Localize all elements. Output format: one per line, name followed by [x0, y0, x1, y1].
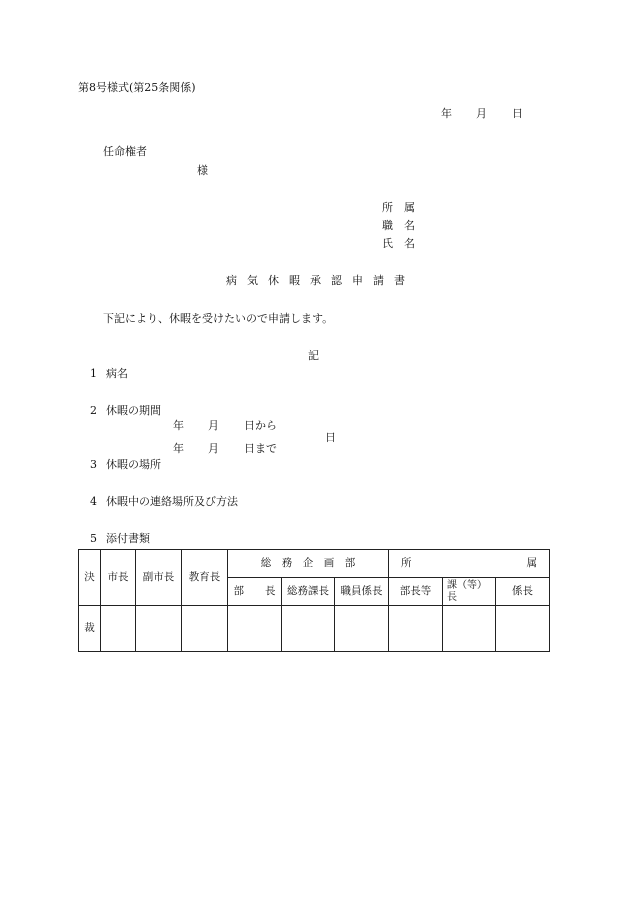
period-from-year: 年: [173, 419, 184, 432]
ga-section-chief-stamp-cell[interactable]: [282, 606, 335, 652]
item4-label: 休暇中の連絡場所及び方法: [106, 495, 238, 508]
addressee-honorific: 様: [197, 164, 208, 177]
ki-label: 記: [308, 349, 319, 362]
affiliation-label: 所 属: [382, 201, 415, 214]
superintendent-stamp-cell[interactable]: [182, 606, 228, 652]
superintendent-header: 教育長: [182, 550, 228, 606]
period-to-month: 月: [208, 442, 219, 455]
affiliation-group-right: 属: [526, 557, 537, 570]
item1-number: 1: [90, 367, 97, 380]
subsection-chief-header: 係長: [496, 578, 550, 606]
general-affairs-group-label: 総 務 企 画 部: [260, 557, 356, 570]
deputy-mayor-header: 副市長: [136, 550, 182, 606]
item3-label: 休暇の場所: [106, 458, 161, 471]
name-label: 氏 名: [382, 237, 415, 250]
mayor-header: 市長: [101, 550, 136, 606]
form-number: 第8号様式(第25条関係): [78, 81, 196, 94]
approval-side-label-2: 裁: [79, 606, 101, 652]
date-day: 日: [512, 107, 523, 120]
item2-label: 休暇の期間: [106, 404, 161, 417]
deputy-mayor-stamp-cell[interactable]: [136, 606, 182, 652]
dept-head-etc-header: 部長等: [389, 578, 443, 606]
period-to-year: 年: [173, 442, 184, 455]
period-total-day: 日: [325, 431, 336, 444]
approval-side-label-1: 決: [79, 550, 101, 606]
mayor-stamp-cell[interactable]: [101, 606, 136, 652]
section-chief-etc-header: 課（等）長: [443, 578, 496, 606]
item3-number: 3: [90, 458, 97, 471]
dept-head-etc-stamp-cell[interactable]: [389, 606, 443, 652]
period-from-month: 月: [208, 419, 219, 432]
item4-number: 4: [90, 495, 97, 508]
section-chief-etc-stamp-cell[interactable]: [443, 606, 496, 652]
dept-head-header: 部 長: [228, 578, 282, 606]
affiliation-group-header: [389, 550, 550, 578]
approval-table: [78, 549, 550, 652]
dept-head-stamp-cell[interactable]: [228, 606, 282, 652]
intro-text: 下記により、休暇を受けたいので申請します。: [103, 312, 334, 325]
staff-chief-header: 職員係長: [335, 578, 389, 606]
date-year: 年: [441, 107, 452, 120]
subsection-chief-stamp-cell[interactable]: [496, 606, 550, 652]
item1-label: 病名: [106, 367, 128, 380]
date-month: 月: [476, 107, 487, 120]
staff-chief-stamp-cell[interactable]: [335, 606, 389, 652]
ga-section-chief-header: 総務課長: [282, 578, 335, 606]
addressee-authority: 任命権者: [103, 145, 147, 158]
general-affairs-group-header: [228, 550, 389, 578]
item5-number: 5: [90, 532, 97, 545]
affiliation-group-left: 所: [401, 557, 412, 570]
position-label: 職 名: [382, 219, 415, 232]
period-from-day: 日から: [244, 419, 277, 432]
item5-label: 添付書類: [106, 532, 150, 545]
document-title: 病気休暇承認申請書: [226, 274, 415, 287]
period-to-day: 日まで: [244, 442, 277, 455]
item2-number: 2: [90, 404, 97, 417]
